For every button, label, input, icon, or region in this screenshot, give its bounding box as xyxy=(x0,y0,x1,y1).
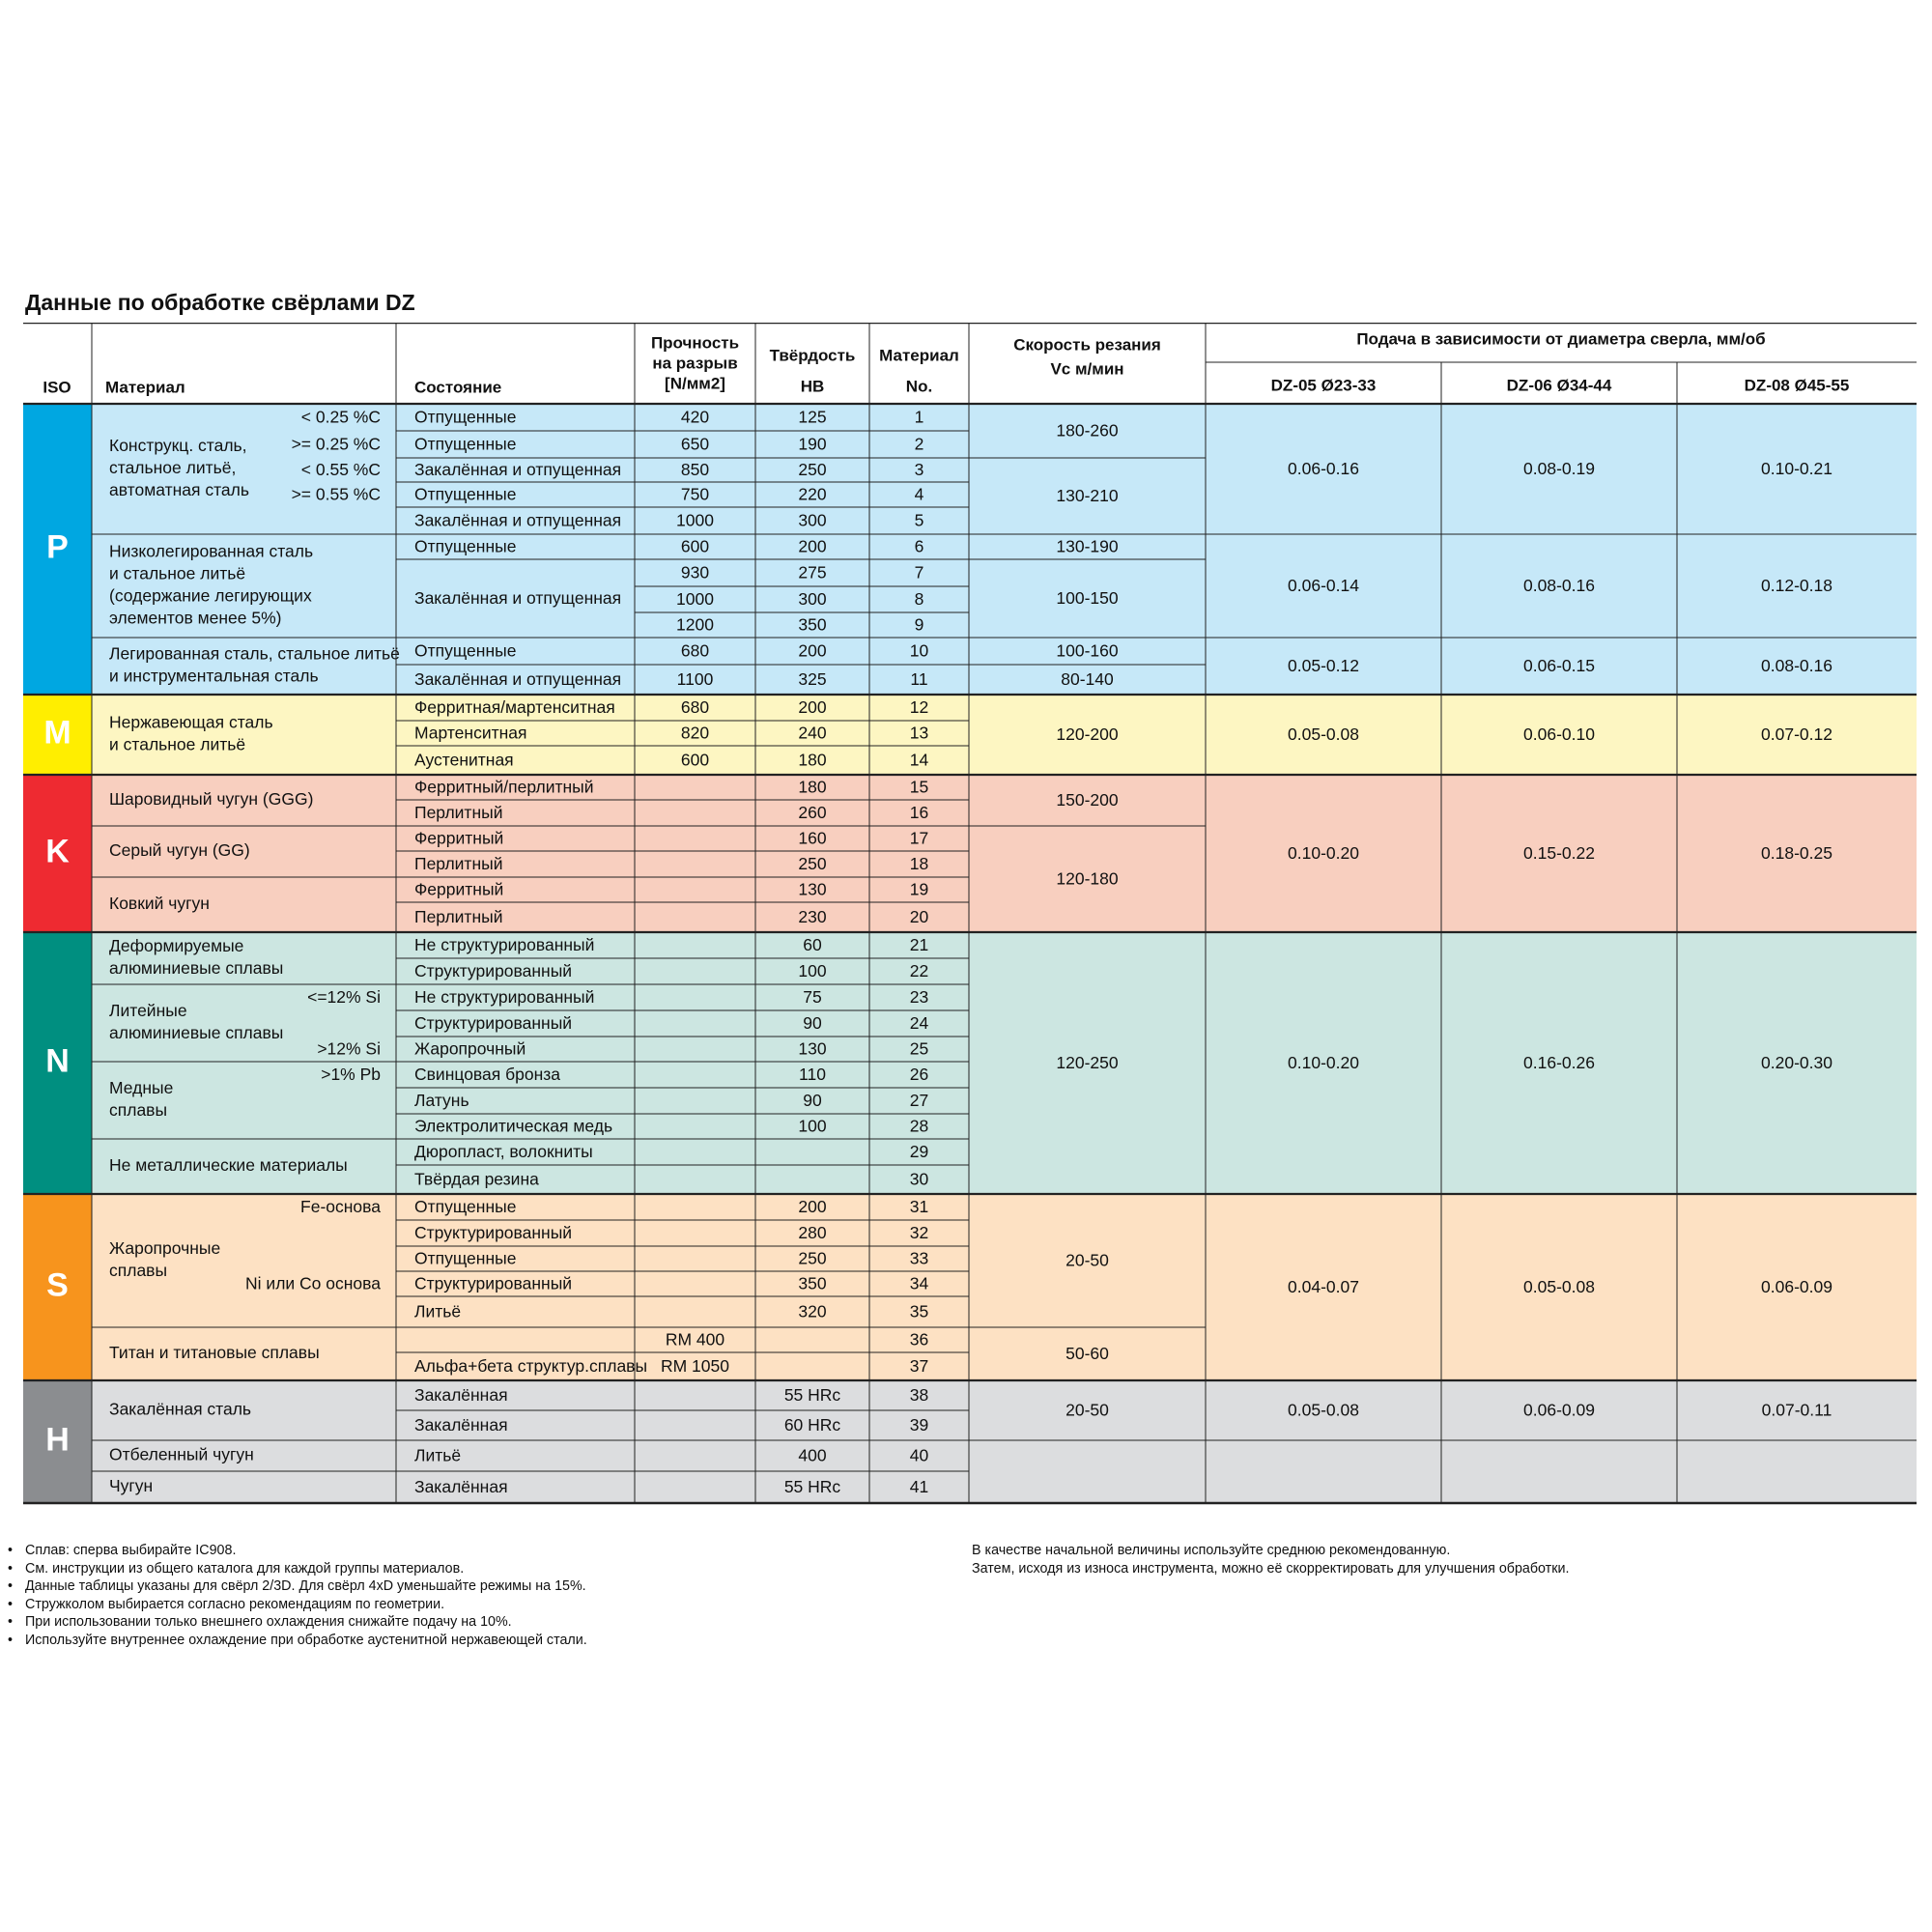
condition-cell: Структурированный xyxy=(414,961,573,981)
footnote-text: Стружколом выбирается согласно рекомендациям по геометрии. xyxy=(25,1596,445,1612)
condition-cell: Не структурированный xyxy=(414,987,595,1008)
hardness-cell: 100 xyxy=(798,1116,827,1136)
bullet-icon: • xyxy=(8,1578,14,1594)
group-background-K xyxy=(92,775,1917,932)
cutting-speed-cell: 100-160 xyxy=(1056,640,1119,661)
condition-cell: Не структурированный xyxy=(414,935,595,955)
material-name: Ковкий чугун xyxy=(109,894,210,914)
hardness-cell: 75 xyxy=(803,987,822,1008)
hardness-cell: 180 xyxy=(798,777,827,797)
hardness-cell: 350 xyxy=(798,1273,827,1293)
material-no-cell: 17 xyxy=(909,828,929,848)
material-no-cell: 10 xyxy=(909,640,929,661)
hardness-cell: 260 xyxy=(798,803,827,823)
tensile-cell: 600 xyxy=(680,536,710,556)
cutting-speed-cell: 150-200 xyxy=(1056,790,1119,810)
material-no-cell: 6 xyxy=(914,536,924,556)
hardness-cell: 250 xyxy=(798,460,827,480)
page-title: Данные по обработке свёрлами DZ xyxy=(25,290,415,315)
footnote-text: В качестве начальной величины используйте среднюю рекомендованную. xyxy=(972,1543,1451,1558)
header-feed-col-2: DZ-06 Ø34-44 xyxy=(1506,376,1612,395)
condition-cell: Жаропрочный xyxy=(414,1038,526,1059)
footnote-text: См. инструкции из общего каталога для каждой группы материалов. xyxy=(25,1560,465,1577)
material-no-cell: 31 xyxy=(909,1197,929,1217)
cutting-speed-cell: 130-190 xyxy=(1056,536,1119,556)
hardness-cell: 250 xyxy=(798,1248,827,1268)
hardness-cell: 60 xyxy=(803,935,822,955)
material-no-cell: 1 xyxy=(914,407,924,427)
material-no-cell: 19 xyxy=(909,879,929,899)
feed-cell-2: 0.15-0.22 xyxy=(1523,843,1595,864)
condition-cell: Отпущенные xyxy=(414,1197,517,1217)
header-feed-col-1: DZ-05 Ø23-33 xyxy=(1270,376,1377,395)
material-no-cell: 39 xyxy=(909,1415,929,1435)
condition-cell: Электролитическая медь xyxy=(414,1116,613,1136)
material-sub-note: Fe-основа xyxy=(300,1197,381,1217)
feed-cell-2: 0.08-0.19 xyxy=(1523,459,1595,479)
condition-cell: Дюропласт, волокниты xyxy=(414,1142,593,1162)
hardness-cell: 280 xyxy=(798,1223,827,1243)
condition-cell: Литьё xyxy=(414,1445,462,1465)
feed-cell-3: 0.12-0.18 xyxy=(1761,576,1833,596)
hardness-cell: 100 xyxy=(798,961,827,981)
material-no-cell: 25 xyxy=(909,1038,929,1059)
tensile-cell: 420 xyxy=(680,407,710,427)
hardness-cell: 200 xyxy=(798,1197,827,1217)
bullet-icon: • xyxy=(8,1632,14,1648)
feed-cell-3: 0.07-0.12 xyxy=(1761,724,1833,745)
feed-cell-3: 0.07-0.11 xyxy=(1761,1400,1833,1420)
material-name: Жаропрочные xyxy=(109,1238,221,1259)
group-background-N xyxy=(92,932,1917,1194)
group-background-H xyxy=(92,1380,1917,1503)
hardness-cell: 90 xyxy=(803,1013,822,1034)
material-no-cell: 7 xyxy=(914,562,924,582)
feed-cell-3: 0.18-0.25 xyxy=(1761,843,1833,864)
condition-cell: Аустенитная xyxy=(414,750,514,770)
cutting-speed-cell: 20-50 xyxy=(1065,1250,1109,1270)
material-name: и инструментальная сталь xyxy=(109,666,319,686)
material-no-cell: 28 xyxy=(909,1116,929,1136)
condition-cell: Ферритная/мартенситная xyxy=(414,697,615,718)
feed-cell-1: 0.10-0.20 xyxy=(1288,1053,1359,1073)
hardness-cell: 320 xyxy=(798,1301,827,1321)
hardness-cell: 55 HRc xyxy=(783,1477,841,1497)
material-name: и стальное литьё xyxy=(109,563,246,583)
cutting-speed-cell: 120-250 xyxy=(1056,1053,1119,1073)
hardness-cell: 325 xyxy=(798,669,827,690)
hardness-cell: 200 xyxy=(798,640,827,661)
material-name: алюминиевые сплавы xyxy=(109,1023,284,1043)
bullet-icon: • xyxy=(8,1614,14,1630)
footnotes-left xyxy=(8,1542,587,1649)
material-no-cell: 18 xyxy=(909,854,929,874)
material-name: (содержание легирующих xyxy=(109,585,312,606)
material-no-cell: 30 xyxy=(909,1169,929,1189)
feed-cell-2: 0.05-0.08 xyxy=(1523,1277,1595,1297)
condition-cell: Закалённая и отпущенная xyxy=(414,669,622,690)
iso-letter-K: K xyxy=(45,833,70,870)
condition-cell: Отпущенные xyxy=(414,434,517,454)
condition-cell: Латунь xyxy=(414,1091,469,1111)
material-no-cell: 2 xyxy=(914,434,924,454)
material-no-cell: 8 xyxy=(914,589,924,610)
material-name: сплавы xyxy=(109,1261,168,1281)
material-no-cell: 26 xyxy=(909,1065,929,1085)
material-no-cell: 32 xyxy=(909,1223,929,1243)
tensile-cell: 650 xyxy=(680,434,710,454)
bullet-icon: • xyxy=(8,1596,14,1612)
cutting-speed-cell: 120-200 xyxy=(1056,724,1119,745)
material-no-cell: 37 xyxy=(909,1356,929,1377)
material-no-cell: 24 xyxy=(909,1013,929,1034)
condition-cell: Литьё xyxy=(414,1301,462,1321)
hardness-cell: 130 xyxy=(798,1038,827,1059)
feed-cell-1: 0.06-0.16 xyxy=(1288,459,1359,479)
material-sub-note: >12% Si xyxy=(317,1038,381,1059)
material-sub-note: >= 0.25 %C xyxy=(291,434,381,454)
material-name: Закалённая сталь xyxy=(109,1399,252,1419)
condition-cell: Перлитный xyxy=(414,854,503,874)
hardness-cell: 190 xyxy=(798,434,827,454)
cutting-speed-cell: 130-210 xyxy=(1056,486,1119,506)
feed-cell-1: 0.05-0.12 xyxy=(1288,656,1359,676)
feed-cell-1: 0.05-0.08 xyxy=(1288,724,1359,745)
tensile-cell: 820 xyxy=(680,723,710,743)
condition-cell: Закалённая xyxy=(414,1385,508,1406)
feed-cell-1: 0.06-0.14 xyxy=(1288,576,1359,596)
hardness-cell: 125 xyxy=(798,407,827,427)
feed-cell-3: 0.20-0.30 xyxy=(1761,1053,1833,1073)
material-no-cell: 9 xyxy=(914,614,924,635)
header-cutting-speed: Скорость резания xyxy=(1013,335,1161,355)
material-no-cell: 40 xyxy=(909,1445,929,1465)
material-no-cell: 41 xyxy=(909,1477,929,1497)
material-no-cell: 33 xyxy=(909,1248,929,1268)
tensile-cell: RM 400 xyxy=(665,1329,725,1350)
material-name: Деформируемые xyxy=(109,936,244,956)
material-no-cell: 38 xyxy=(909,1385,929,1406)
feed-cell-2: 0.06-0.09 xyxy=(1523,1400,1595,1420)
material-name: Чугун xyxy=(109,1476,154,1496)
group-background-M xyxy=(92,695,1917,775)
material-no-cell: 36 xyxy=(909,1329,929,1350)
feed-cell-1: 0.10-0.20 xyxy=(1288,843,1359,864)
hardness-cell: 300 xyxy=(798,510,827,530)
header-tensile: на разрыв xyxy=(652,354,738,373)
cutting-speed-cell: 100-150 xyxy=(1056,588,1119,609)
hardness-cell: 160 xyxy=(798,828,827,848)
condition-cell: Перлитный xyxy=(414,803,503,823)
feed-cell-2: 0.06-0.10 xyxy=(1523,724,1595,745)
footnotes-right xyxy=(972,1542,1569,1577)
footnote-line xyxy=(8,1577,587,1596)
material-no-cell: 21 xyxy=(909,935,929,955)
header-hardness: Твёрдость xyxy=(769,346,856,365)
condition-cell: Закалённая и отпущенная xyxy=(414,510,622,530)
material-name: элементов менее 5%) xyxy=(109,608,282,628)
material-no-cell: 11 xyxy=(910,669,928,690)
footnote-line xyxy=(8,1596,587,1614)
material-name: стальное литьё, xyxy=(109,458,237,478)
footnote-text: Данные таблицы указаны для свёрл 2/3D. Для свёрл 4xD уменьшайте режимы на 15%. xyxy=(25,1578,586,1594)
material-no-cell: 29 xyxy=(909,1142,929,1162)
hardness-cell: 275 xyxy=(798,562,827,582)
iso-letter-H: H xyxy=(45,1421,70,1459)
tensile-cell: 1000 xyxy=(676,589,714,610)
material-no-cell: 23 xyxy=(909,987,929,1008)
material-no-cell: 34 xyxy=(909,1273,929,1293)
condition-cell: Отпущенные xyxy=(414,1248,517,1268)
condition-cell: Альфа+бета структур.сплавы xyxy=(414,1356,648,1377)
tensile-cell: RM 1050 xyxy=(660,1356,730,1377)
tensile-cell: 600 xyxy=(680,750,710,770)
condition-cell: Ферритный xyxy=(414,879,504,899)
hardness-cell: 250 xyxy=(798,854,827,874)
footnote-line xyxy=(8,1613,587,1632)
tensile-cell: 930 xyxy=(680,562,710,582)
condition-cell: Ферритный xyxy=(414,828,504,848)
feed-cell-2: 0.08-0.16 xyxy=(1523,576,1595,596)
material-no-cell: 35 xyxy=(909,1301,929,1321)
material-sub-note: >1% Pb xyxy=(321,1065,381,1085)
cutting-speed-cell: 120-180 xyxy=(1056,868,1119,889)
hardness-cell: 230 xyxy=(798,907,827,927)
condition-cell: Закалённая xyxy=(414,1477,508,1497)
bullet-icon: • xyxy=(8,1560,14,1577)
header-iso: ISO xyxy=(43,378,71,397)
material-sub-note: >= 0.55 %C xyxy=(291,484,381,504)
header-feed-col-3: DZ-08 Ø45-55 xyxy=(1744,376,1850,395)
tensile-cell: 680 xyxy=(680,697,710,718)
feed-cell-2: 0.16-0.26 xyxy=(1523,1053,1595,1073)
iso-letter-M: M xyxy=(43,714,71,752)
material-sub-note: < 0.55 %C xyxy=(300,460,381,480)
material-sub-note: <=12% Si xyxy=(307,987,381,1008)
condition-cell: Отпущенные xyxy=(414,484,517,504)
cutting-speed-cell: 80-140 xyxy=(1061,669,1114,690)
tensile-cell: 1100 xyxy=(676,669,714,690)
material-name: алюминиевые сплавы xyxy=(109,958,284,979)
material-name: Легированная сталь, стальное литьё xyxy=(109,643,400,664)
material-no-cell: 27 xyxy=(909,1091,929,1111)
condition-cell: Отпущенные xyxy=(414,640,517,661)
material-name: и стальное литьё xyxy=(109,734,246,754)
hardness-cell: 180 xyxy=(798,750,827,770)
material-no-cell: 3 xyxy=(914,460,924,480)
header-feed-group: Подача в зависимости от диаметра сверла, мм/об xyxy=(1356,329,1766,349)
header-material-no: No. xyxy=(905,377,933,396)
material-no-cell: 12 xyxy=(909,697,929,718)
hardness-cell: 200 xyxy=(798,536,827,556)
feed-cell-3: 0.10-0.21 xyxy=(1761,459,1833,479)
hardness-cell: 240 xyxy=(798,723,827,743)
condition-cell: Отпущенные xyxy=(414,536,517,556)
iso-letter-N: N xyxy=(45,1042,70,1080)
condition-cell: Перлитный xyxy=(414,907,503,927)
tensile-cell: 680 xyxy=(680,640,710,661)
hardness-cell: 90 xyxy=(803,1091,822,1111)
footnote-text: Используйте внутреннее охлаждение при обработке аустенитной нержавеющей стали. xyxy=(25,1632,587,1648)
footnote-text: Затем, исходя из износа инструмента, можно её скорректировать для улучшения обработки. xyxy=(972,1560,1570,1577)
tensile-cell: 1000 xyxy=(676,510,714,530)
material-no-cell: 4 xyxy=(914,484,924,504)
condition-cell: Свинцовая бронза xyxy=(414,1065,561,1085)
footnote-line xyxy=(972,1560,1569,1578)
material-no-cell: 16 xyxy=(909,803,929,823)
material-name: Не металлические материалы xyxy=(109,1155,348,1176)
feed-cell-3: 0.06-0.09 xyxy=(1761,1277,1833,1297)
iso-letter-S: S xyxy=(46,1266,69,1304)
material-name: Медные xyxy=(109,1078,174,1098)
header-condition: Состояние xyxy=(414,378,502,397)
footnote-line xyxy=(8,1560,587,1578)
feed-cell-1: 0.04-0.07 xyxy=(1288,1277,1359,1297)
material-name: Литейные xyxy=(109,1001,187,1021)
footnote-line xyxy=(8,1542,587,1560)
condition-cell: Закалённая xyxy=(414,1415,508,1435)
header-cutting-speed: Vc м/мин xyxy=(1050,359,1124,379)
condition-cell: Ферритный/перлитный xyxy=(414,777,594,797)
material-name: сплавы xyxy=(109,1100,168,1121)
hardness-cell: 110 xyxy=(799,1065,826,1085)
header-hardness: HB xyxy=(800,377,825,396)
material-sub-note: Ni или Co основа xyxy=(245,1273,381,1293)
cutting-speed-cell: 50-60 xyxy=(1065,1344,1109,1364)
material-name: Низколегированная сталь xyxy=(109,541,314,561)
footnote-line xyxy=(972,1542,1569,1560)
condition-cell-merged: Закалённая и отпущенная xyxy=(414,588,622,609)
header-tensile: Прочность xyxy=(650,333,740,353)
condition-cell: Твёрдая резина xyxy=(414,1169,539,1189)
hardness-cell: 220 xyxy=(798,484,827,504)
material-name: автоматная сталь xyxy=(109,480,249,500)
condition-cell: Структурированный xyxy=(414,1223,573,1243)
cutting-data-table xyxy=(23,323,1917,1538)
material-no-cell: 22 xyxy=(909,961,929,981)
material-no-cell: 20 xyxy=(909,907,929,927)
cutting-speed-cell: 20-50 xyxy=(1065,1400,1109,1420)
header-material: Материал xyxy=(105,378,185,397)
condition-cell: Структурированный xyxy=(414,1273,573,1293)
header-material-no: Материал xyxy=(879,346,959,365)
footnote-text: При использовании только внешнего охлаждения снижайте подачу на 10%. xyxy=(25,1614,512,1630)
hardness-cell: 300 xyxy=(798,589,827,610)
hardness-cell: 60 HRc xyxy=(783,1415,841,1435)
material-name: Титан и титановые сплавы xyxy=(109,1343,320,1363)
feed-cell-3: 0.08-0.16 xyxy=(1761,656,1833,676)
material-no-cell: 13 xyxy=(909,723,929,743)
hardness-cell: 200 xyxy=(798,697,827,718)
hardness-cell: 130 xyxy=(798,879,827,899)
condition-cell: Закалённая и отпущенная xyxy=(414,460,622,480)
footnote-line xyxy=(8,1632,587,1650)
tensile-cell: 850 xyxy=(680,460,710,480)
tensile-cell: 750 xyxy=(680,484,710,504)
header-tensile: [N/мм2] xyxy=(665,374,725,393)
material-no-cell: 5 xyxy=(914,510,924,530)
hardness-cell: 350 xyxy=(798,614,827,635)
material-sub-note: < 0.25 %C xyxy=(300,407,381,427)
tensile-cell: 1200 xyxy=(676,614,714,635)
material-no-cell: 15 xyxy=(909,777,929,797)
hardness-cell: 55 HRc xyxy=(783,1385,841,1406)
material-name: Серый чугун (GG) xyxy=(109,840,250,861)
material-name: Конструкц. сталь, xyxy=(109,436,247,456)
condition-cell: Структурированный xyxy=(414,1013,573,1034)
condition-cell: Мартенситная xyxy=(414,723,527,743)
material-no-cell: 14 xyxy=(909,750,929,770)
bullet-icon: • xyxy=(8,1543,14,1558)
iso-letter-P: P xyxy=(46,528,69,566)
feed-cell-1: 0.05-0.08 xyxy=(1288,1400,1359,1420)
material-name: Нержавеющая сталь xyxy=(109,712,273,732)
condition-cell: Отпущенные xyxy=(414,407,517,427)
feed-cell-2: 0.06-0.15 xyxy=(1523,656,1595,676)
cutting-speed-cell: 180-260 xyxy=(1056,420,1119,440)
material-name: Отбеленный чугун xyxy=(109,1444,254,1464)
material-name: Шаровидный чугун (GGG) xyxy=(109,789,314,810)
hardness-cell: 400 xyxy=(798,1445,827,1465)
footnote-text: Сплав: сперва выбирайте IC908. xyxy=(25,1543,237,1558)
